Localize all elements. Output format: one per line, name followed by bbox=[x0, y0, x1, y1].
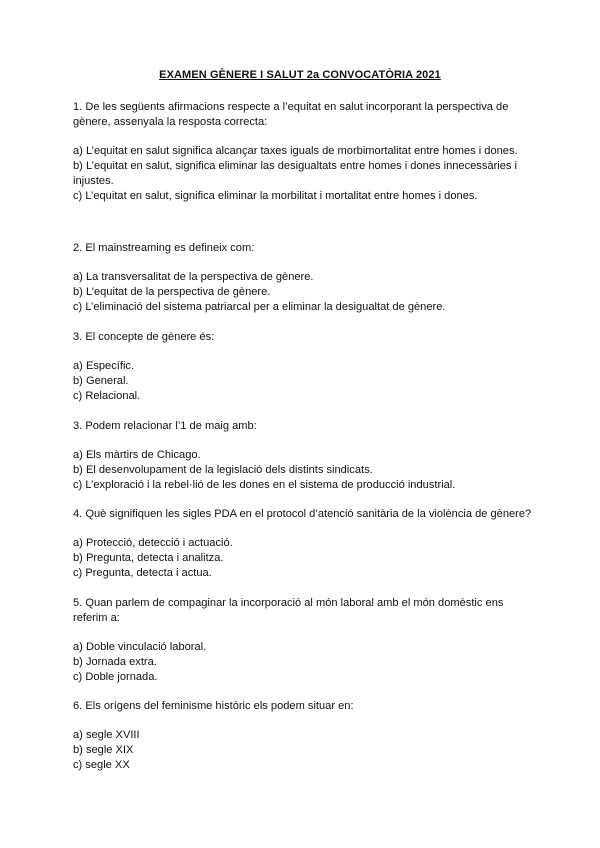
question-text: 1. De les següents afirmacions respecte a l’equitat en salut incorporant la perspectiva de gènere, assenyala la resposta correcta: bbox=[73, 101, 509, 128]
question-text: 3. Podem relacionar l’1 de maig amb: bbox=[73, 420, 257, 432]
option-b: b) L’equitat de la perspectiva de gènere. bbox=[73, 286, 271, 298]
option-b: b) L’equitat en salut, significa eliminar las desigualtats entre homes i dones innecessàries i injustes. bbox=[73, 160, 517, 187]
option-a: a) segle XVIII bbox=[73, 729, 140, 741]
option-a: a) Doble vinculació laboral. bbox=[73, 641, 207, 653]
option-b: b) General. bbox=[73, 375, 129, 387]
option-b: b) Jornada extra. bbox=[73, 656, 157, 668]
options-list bbox=[73, 448, 533, 493]
option-b: b) Pregunta, detecta i analitza. bbox=[73, 552, 224, 564]
question-text: 6. Els orígens del feminisme històric els podem situar en: bbox=[73, 700, 354, 712]
question-3-concept bbox=[73, 330, 533, 404]
question-text: 3. El concepte de gènere és: bbox=[73, 331, 215, 343]
option-b: b) segle XIX bbox=[73, 744, 134, 756]
questions-list bbox=[73, 100, 533, 773]
options-list bbox=[73, 728, 533, 773]
question-5 bbox=[73, 596, 533, 685]
option-c: c) Pregunta, detecta i actua. bbox=[73, 567, 212, 579]
question-text: 5. Quan parlem de compaginar la incorporació al món laboral amb el món domèstic ens referim a: bbox=[73, 597, 504, 624]
option-a: a) Els màrtirs de Chicago. bbox=[73, 449, 201, 461]
question-text: 4. Què signifiquen les sigles PDA en el protocol d’atenció sanitària de la violència de gènere? bbox=[73, 508, 532, 520]
question-2 bbox=[73, 241, 533, 315]
question-4 bbox=[73, 507, 533, 581]
question-1 bbox=[73, 100, 533, 204]
option-c: c) segle XX bbox=[73, 759, 130, 771]
option-b: b) El desenvolupament de la legislació dels distints sindicats. bbox=[73, 464, 373, 476]
option-c: c) L’equitat en salut, significa eliminar la morbilitat i mortalitat entre homes i dones. bbox=[73, 190, 478, 202]
options-list bbox=[73, 359, 533, 404]
option-a: a) La transversalitat de la perspectiva de gènere. bbox=[73, 271, 314, 283]
question-6 bbox=[73, 699, 533, 773]
exam-title: EXAMEN GÈNERE I SALUT 2a CONVOCATÒRIA 2021 bbox=[159, 69, 441, 81]
options-list bbox=[73, 536, 533, 581]
option-c: c) Relacional. bbox=[73, 390, 141, 402]
options-list bbox=[73, 270, 533, 315]
question-text: 2. El mainstreaming es defineix com: bbox=[73, 242, 255, 254]
option-c: c) L’eliminació del sistema patriarcal per a eliminar la desigualtat de gènere. bbox=[73, 301, 446, 313]
option-a: a) L’equitat en salut significa alcançar taxes iguals de morbimortalitat entre homes i dones. bbox=[73, 145, 518, 157]
option-c: c) Doble jornada. bbox=[73, 671, 158, 683]
option-a: a) Específic. bbox=[73, 360, 135, 372]
options-list bbox=[73, 640, 533, 685]
option-a: a) Protecció, detecció i actuació. bbox=[73, 537, 233, 549]
option-c: c) L’exploració i la rebel·lió de les dones en el sistema de producció industrial. bbox=[73, 479, 456, 491]
options-list bbox=[73, 144, 533, 204]
question-3-may-day bbox=[73, 419, 533, 493]
